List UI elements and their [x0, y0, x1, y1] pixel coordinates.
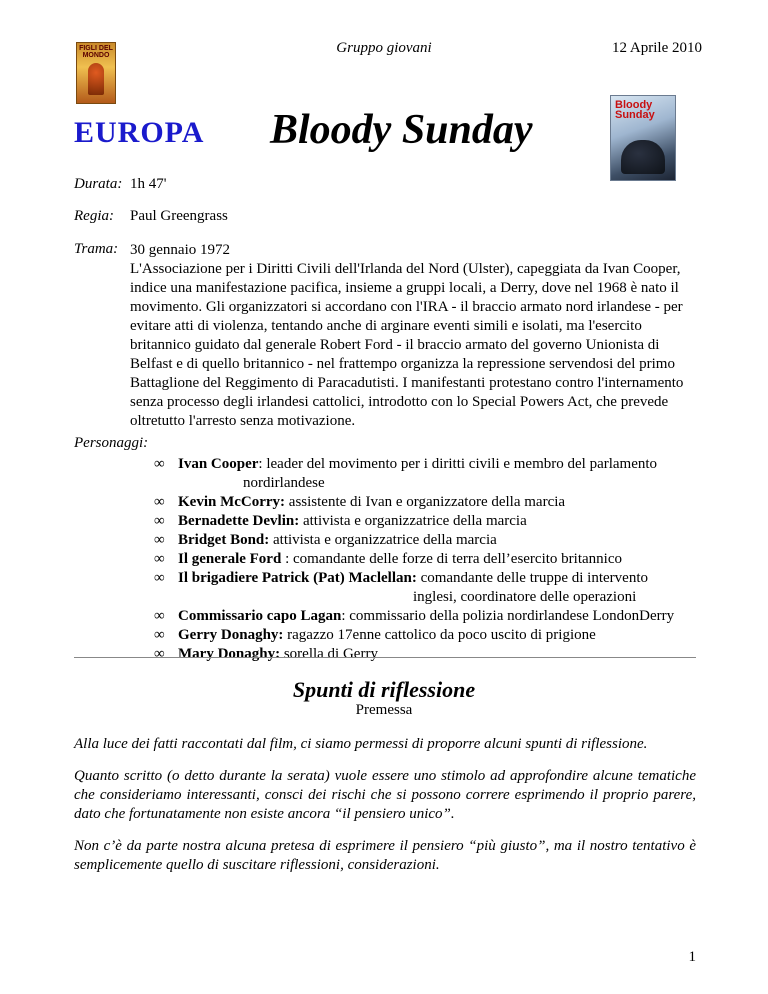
character-desc: comandante delle truppe di intervento: [416, 570, 648, 586]
character-desc: : comandante delle forze di terra dell’esercito britannico: [281, 551, 622, 567]
character-name: Gerry Donaghy:: [178, 627, 284, 643]
character-desc-cont: nordirlandese: [243, 475, 325, 491]
regia-value: Paul Greengrass: [130, 208, 228, 224]
character-desc-cont: inglesi, coordinatore delle operazioni: [413, 589, 637, 605]
character-name: Kevin McCorry:: [178, 494, 286, 510]
character-name: Mary Donaghy:: [178, 646, 281, 662]
character-desc: ragazzo 17enne cattolico da poco uscito di prigione: [283, 627, 596, 643]
paragraph-2: Quanto scritto (o detto durante la serata) vuole essere uno stimolo ad approfondire alcune tematiche che consideriamo interessanti, consci dei rischi che si possono correre esprimendo il proprio parere, dato che fortunatamente non esiste ancora “il pensiero unico”.: [74, 768, 696, 822]
bullet-icon: ∞: [154, 646, 165, 662]
bullet-icon: ∞: [154, 456, 165, 472]
film-title: Bloody Sunday: [270, 107, 533, 153]
character-desc: : commissario della polizia nordirlandese LondonDerry: [341, 608, 675, 624]
section-title: Spunti di riflessione: [292, 677, 476, 702]
bullet-icon: ∞: [154, 570, 165, 586]
trama-date: 30 gennaio 1972: [130, 242, 230, 258]
section-subtitle: Premessa: [355, 702, 413, 718]
character-name: Il generale Ford: [178, 551, 282, 567]
bullet-icon: ∞: [154, 551, 165, 567]
list-item: [154, 607, 714, 626]
poster-figures-icon: [621, 140, 665, 174]
durata-value: 1h 47': [130, 176, 167, 192]
paragraph-1: Alla luce dei fatti raccontati dal film, ci siamo permessi di proporre alcuni spunti di riflessione.: [74, 736, 648, 752]
bullet-icon: ∞: [154, 513, 165, 529]
character-name: Bridget Bond:: [178, 532, 270, 548]
trama-text: L'Associazione per i Diritti Civili dell'Irlanda del Nord (Ulster), capeggiata da Ivan Cooper, indice una manifestazione pacifica, insieme a gruppi locali, a Derry, dove nel 1968 è nato il movimento. Gli organizzatori si accordano con l'IRA - il braccio armato nord irlandese - per evitare atti di violenza, tentando anche di arginare eventi simili e isolati, ma l'esercito britannico guidato dal generale Robert Ford - il braccio armato del governo Unionista di Belfast e di quello britannico - nel frattempo organizza la repressione servendosi del primo Battaglione del Reggimento di Paracadutisti. I manifestanti protestano contro l'internamento senza processo degli irlandesi cattolici, introdotto con lo Special Powers Act, che prevede oltretutto l'arresto senza motivazione.: [130, 261, 684, 429]
section-divider: [74, 657, 696, 658]
figli-del-mondo-logo: [76, 42, 116, 104]
character-desc: : leader del movimento per i diritti civili e membro del parlamento: [258, 456, 658, 472]
character-name: Bernadette Devlin:: [178, 513, 300, 529]
logo-figure-icon: [88, 63, 104, 95]
bullet-icon: ∞: [154, 532, 165, 548]
paragraph-3: Non c’è da parte nostra alcuna pretesa di esprimere il pensiero “più giusto”, ma il nostro tentativo è semplicemente quello di suscitare riflessioni, considerazioni.: [74, 838, 696, 873]
bullet-icon: ∞: [154, 627, 165, 643]
character-name: Il brigadiere Patrick (Pat) Maclellan:: [178, 570, 417, 586]
character-name: Commissario capo Lagan: [178, 608, 342, 624]
character-desc: attivista e organizzatrice della marcia: [299, 513, 527, 529]
list-item: [154, 550, 714, 569]
list-item: [154, 569, 714, 607]
list-item: [154, 626, 714, 645]
durata-label: Durata:: [74, 176, 123, 192]
character-name: Ivan Cooper: [178, 456, 259, 472]
trama-label: Trama:: [74, 241, 119, 257]
trama-body: [130, 241, 690, 431]
header-group: Gruppo giovani: [336, 40, 432, 56]
list-item: [154, 531, 714, 550]
bullet-icon: ∞: [154, 608, 165, 624]
page-number: 1: [688, 949, 696, 965]
header-date: 12 Aprile 2010: [612, 40, 702, 56]
logo-text: FIGLI DEL MONDO: [79, 45, 113, 59]
personaggi-label: Personaggi:: [74, 435, 149, 451]
list-item: [154, 512, 714, 531]
characters-list: [154, 455, 714, 664]
list-item: [154, 455, 714, 493]
character-desc: attivista e organizzatrice della marcia: [269, 532, 497, 548]
list-item: [154, 645, 714, 664]
poster-title: Bloody Sunday: [615, 99, 655, 121]
character-desc: sorella di Gerry: [280, 646, 378, 662]
category-heading: EUROPA: [74, 116, 205, 149]
regia-label: Regia:: [74, 208, 114, 224]
bullet-icon: ∞: [154, 494, 165, 510]
list-item: [154, 493, 714, 512]
film-poster: [610, 95, 676, 181]
character-desc: assistente di Ivan e organizzatore della marcia: [285, 494, 566, 510]
